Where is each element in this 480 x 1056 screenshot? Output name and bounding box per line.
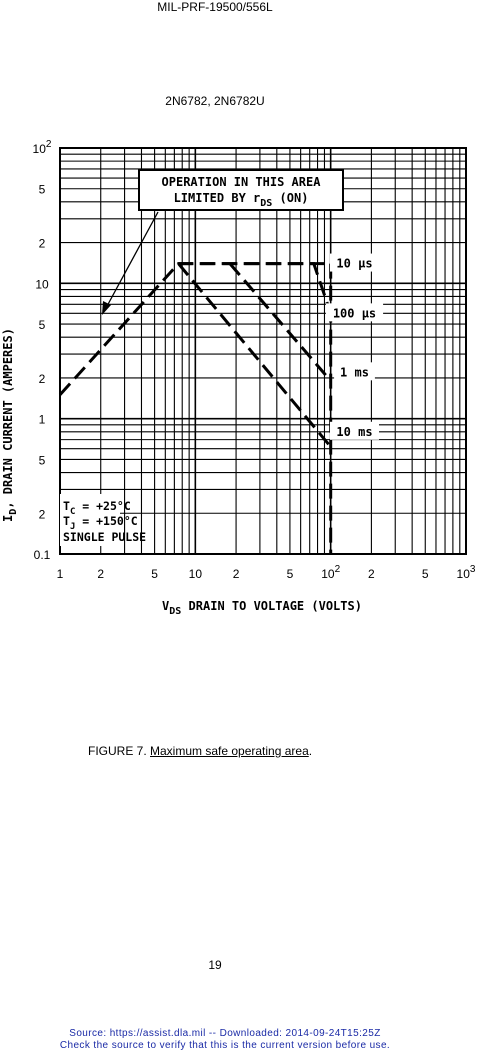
caption-prefix: FIGURE 7. [88, 744, 151, 758]
series-labels [326, 254, 383, 440]
y-tick-label-7: 5 [38, 453, 46, 468]
x-axis-label: $V_{DS}$ DRAIN TO VOLTAGE (VOLTS) [162, 599, 362, 617]
series-label-3: 10 ms [336, 424, 373, 439]
pulse-condition: SINGLE PULSE [63, 530, 147, 544]
y-axis-label: $I_D$, DRAIN CURRENT (AMPERES) [1, 328, 19, 522]
x-tick-label-4: 2 [232, 567, 240, 581]
y-tick-label-2: 2 [38, 236, 46, 251]
annotation-line-2: LIMITED BY $r_{DS}$ (ON) [173, 191, 309, 209]
footer-line-1: Source: https://assist.dla.mil -- Downloaded: 2014-09-24T15:25Z [69, 1028, 381, 1039]
conditions-box [60, 494, 146, 546]
x-tick-label-3: 10 [188, 567, 203, 581]
series-line-1 [178, 264, 330, 314]
x-tick-label-6: $10^2$ [321, 564, 341, 581]
series-label-0: 10 μs [336, 256, 373, 271]
y-tick-label-9: 0.1 [33, 548, 51, 562]
y-tick-label-3: 10 [35, 277, 49, 292]
series-label-1: 100 μs [332, 306, 377, 321]
x-tick-label-1: 2 [97, 567, 105, 581]
document-header: MIL-PRF-19500/556L [157, 0, 273, 14]
series-label-2: 1 ms [340, 365, 369, 380]
x-tick-label-9: $10^3$ [456, 564, 476, 581]
x-tick-label-2: 5 [151, 567, 158, 581]
tj-condition: $T_J = +150^\circ C$ [63, 514, 138, 532]
series-line-2 [230, 264, 331, 381]
y-tick-label-0: $10^2$ [32, 139, 52, 156]
annotation-line-1: OPERATION IN THIS AREA [161, 175, 321, 189]
caption-suffix: . [308, 744, 313, 758]
source-footer [0, 1028, 450, 1052]
x-tick-label-5: 5 [286, 567, 294, 581]
y-tick-label-1: 5 [38, 182, 46, 197]
safe-operating-area-chart [0, 130, 480, 630]
caption-title: Maximum safe operating area [150, 744, 309, 758]
figure-caption [88, 744, 312, 758]
y-tick-label-5: 2 [38, 371, 46, 386]
part-number: 2N6782, 2N6782U [165, 94, 265, 108]
x-tick-label-0: 1 [56, 567, 64, 581]
x-tick-label-7: 2 [368, 567, 375, 581]
footer-line-2: Check the source to verify that this is the current version before use. [59, 1040, 391, 1051]
y-tick-label-4: 5 [38, 318, 46, 333]
y-tick-label-8: 2 [38, 507, 46, 522]
tc-condition: $T_C = +25^\circ C$ [63, 499, 131, 517]
y-tick-label-6: 1 [38, 412, 46, 427]
x-tick-label-8: 5 [421, 567, 429, 581]
page-number: 19 [208, 958, 222, 972]
